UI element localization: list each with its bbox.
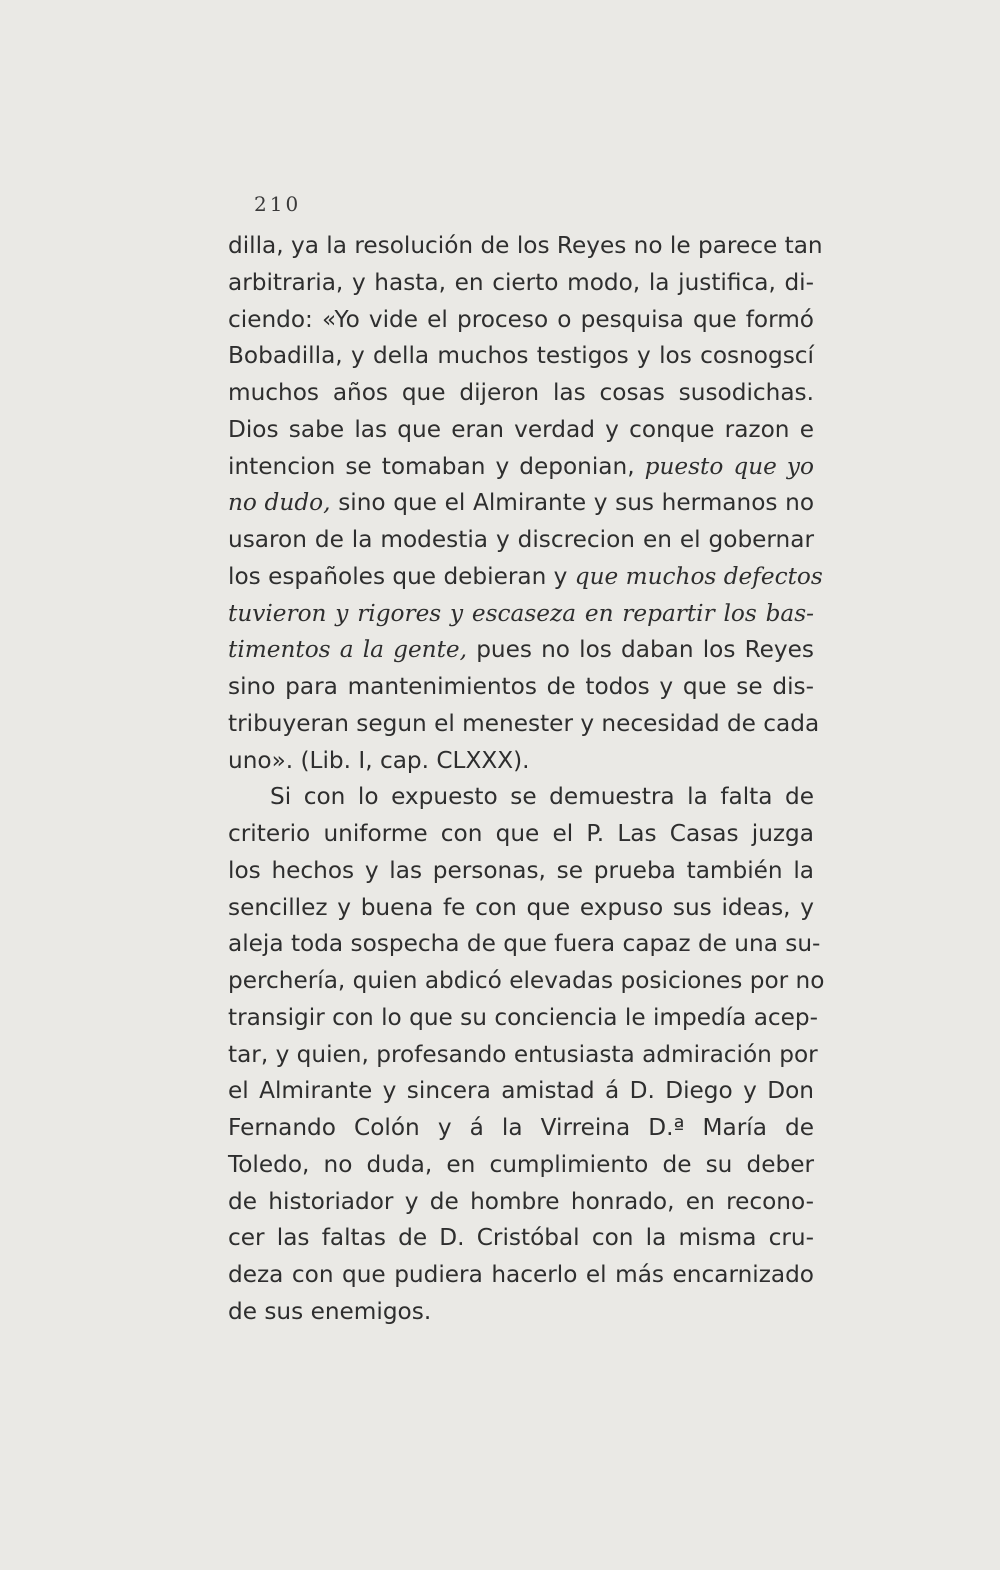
text-line: Toledo, no duda, en cumplimiento de su deber [228,1150,814,1178]
text-line: perchería, quien abdicó elevadas posiciones por no [228,967,825,994]
text-line-mixed [228,449,814,486]
page-number: 210 [254,192,302,216]
text-line: dilla, ya la resolución de los Reyes no le parece tan [228,232,823,259]
text-line: Dios sabe las que eran verdad y conque razon e [228,415,814,443]
text-line: sino para mantenimientos de todos y que se dis- [228,673,814,700]
text-line: de sus enemigos. [228,1297,432,1325]
text-line: arbitraria, y hasta, en cierto modo, la justifica, di- [228,268,814,296]
text-line: los hechos y las personas, se prueba también la [228,856,814,884]
italic-span: timentos a la gente, [228,636,468,664]
text-line: uno». (Lib. I, cap. CLXXX). [228,746,530,774]
text-span: intencion se tomaban y deponian, [228,452,635,480]
paragraph-first-line: Si con lo expuesto se demuestra la falta de [270,783,814,811]
text-line: tribuyeran segun el menester y necesidad de cada [228,709,820,737]
text-line: Bobadilla, y della muchos testigos y los cosnogscí [228,342,814,370]
text-line: cer las faltas de D. Cristóbal con la misma cru- [228,1224,814,1252]
text-line: usaron de la modestia y discrecion en el gobernar [228,526,814,553]
italic-span: que muchos defectos [574,562,823,590]
text-line: de historiador y de hombre honrado, en recono- [228,1187,814,1215]
text-line: el Almirante y sincera amistad á D. Diego y Don [228,1077,814,1105]
text-line: criterio uniforme con que el P. Las Casas juzga [228,820,814,847]
text-span: sino que el Almirante y sus hermanos no [338,489,815,517]
italic-span: no dudo, [228,489,331,517]
text-line: tar, y quien, profesando entusiasta admiración por [228,1040,818,1068]
text-line: aleja toda sospecha de que fuera capaz de una su- [228,930,821,958]
text-span: los españoles que debieran y [228,562,568,590]
text-line: Fernando Colón y á la Virreina D.ª María de [228,1114,814,1141]
text-span: pues no los daban los Reyes [476,636,814,664]
body-text [228,228,825,1331]
text-line: muchos años que dijeron las cosas susodichas. [228,379,814,406]
text-line: sencillez y buena fe con que expuso sus ideas, y [228,893,814,921]
text-line: deza con que pudiera hacerlo el más encarnizado [228,1261,814,1288]
text-line-mixed [228,485,814,522]
text-line-mixed [228,559,823,596]
italic-line: tuvieron y rigores y escaseza en repartir los bas- [228,599,814,627]
text-line: ciendo: «Yo vide el proceso o pesquisa que formó [228,305,814,333]
text-line: transigir con lo que su conciencia le impedía acep- [228,1003,819,1031]
text-line-mixed [228,632,814,669]
italic-span: puesto que yo [644,452,814,480]
